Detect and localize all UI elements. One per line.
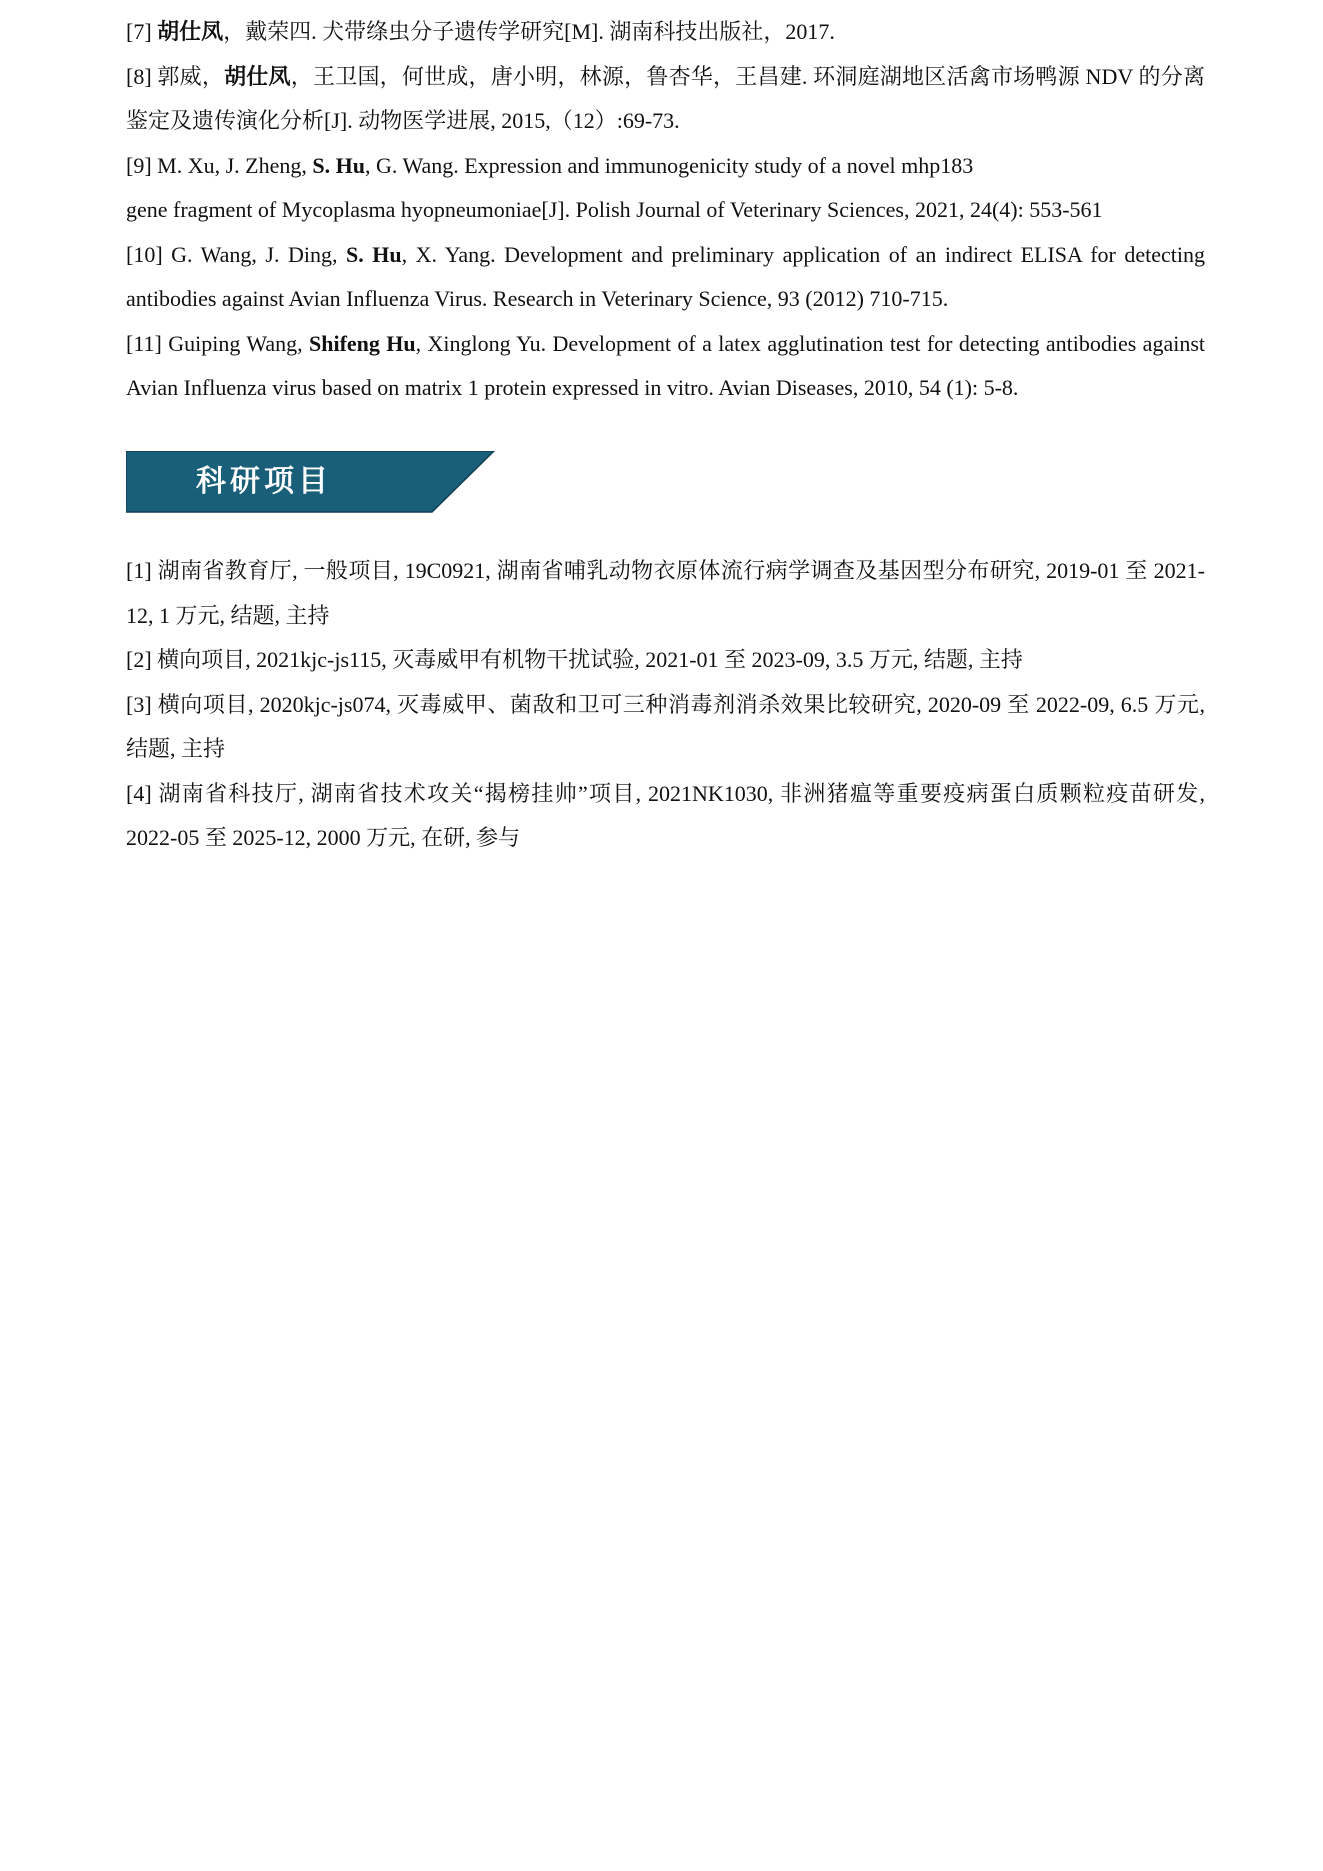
author-highlight: S. Hu bbox=[346, 241, 402, 267]
project-text: 横向项目, 2021kjc-js115, 灭毒威甲有机物干扰试验, 2021-01 至 2023-09, 3.5 万元, 结题, 主持 bbox=[157, 647, 1023, 672]
publication-item bbox=[126, 10, 1205, 55]
citation-text: , Xinglong Yu. Development of a latex agglutination test for detecting antibodies against Avian Influenza virus based on matrix 1 protein expressed in vitro. Avian Diseases, 2010, 54 (1): 5-8. bbox=[126, 330, 1205, 400]
citation-text: 郭威， bbox=[157, 63, 225, 89]
project-text: 湖南省教育厅, 一般项目, 19C0921, 湖南省哺乳动物衣原体流行病学调查及基因型分布研究, 2019-01 至 2021-12, 1 万元, 结题, 主持 bbox=[126, 558, 1205, 628]
item-number: [9] bbox=[126, 152, 152, 178]
author-highlight: S. Hu bbox=[312, 152, 365, 178]
item-number: [8] bbox=[126, 63, 152, 89]
publication-item-continuation bbox=[126, 188, 1205, 233]
section-title: 科研项目 bbox=[196, 464, 332, 499]
item-number: [10] bbox=[126, 241, 163, 267]
project-item bbox=[126, 638, 1205, 683]
publication-item bbox=[126, 233, 1205, 322]
item-number: [3] bbox=[126, 691, 152, 717]
citation-text: gene fragment of Mycoplasma hyopneumoniae[J]. Polish Journal of Veterinary Sciences, 2021, 24(4): 553-561 bbox=[126, 197, 1103, 222]
item-number: [4] bbox=[126, 780, 152, 806]
publication-item bbox=[126, 322, 1205, 411]
citation-text: ，戴荣四. 犬带绦虫分子遗传学研究[M]. 湖南科技出版社，2017. bbox=[223, 19, 835, 44]
section-header-banner bbox=[126, 451, 496, 513]
project-text: 湖南省科技厅, 湖南省技术攻关“揭榜挂帅”项目, 2021NK1030, 非洲猪瘟等重要疫病蛋白质颗粒疫苗研发, 2022-05 至 2025-12, 2000 万元, 在研, 参与 bbox=[126, 780, 1206, 850]
project-item bbox=[126, 683, 1205, 772]
publication-item bbox=[126, 144, 1205, 189]
citation-text: G. Wang, J. Ding, bbox=[171, 241, 347, 267]
author-highlight: 胡仕凤 bbox=[157, 19, 224, 44]
item-number: [1] bbox=[126, 558, 152, 583]
publication-list bbox=[126, 10, 1205, 411]
citation-text: ，王卫国，何世成，唐小明，林源，鲁杏华，王昌建. 环洞庭湖地区活禽市场鸭源 NDV 的分离鉴定及遗传演化分析[J]. 动物医学进展, 2015,（12）:69-73. bbox=[126, 63, 1205, 133]
item-number: [11] bbox=[126, 330, 162, 356]
citation-text: , X. Yang. Development and preliminary application of an indirect ELISA for detecting antibodies against Avian Influenza Virus. Research in Veterinary Science, 93 (2012) 710-715. bbox=[126, 241, 1206, 311]
item-number: [2] bbox=[126, 647, 152, 672]
author-highlight: Shifeng Hu bbox=[308, 330, 416, 356]
citation-text: , G. Wang. Expression and immunogenicity study of a novel mhp183 bbox=[364, 152, 974, 178]
project-text: 横向项目, 2020kjc-js074, 灭毒威甲、菌敌和卫可三种消毒剂消杀效果比较研究, 2020-09 至 2022-09, 6.5 万元, 结题, 主持 bbox=[126, 691, 1205, 761]
project-list bbox=[126, 549, 1205, 861]
citation-text: Guiping Wang, bbox=[168, 330, 309, 356]
item-number: [7] bbox=[126, 19, 152, 44]
citation-text: M. Xu, J. Zheng, bbox=[157, 152, 313, 178]
project-item bbox=[126, 549, 1205, 638]
project-item bbox=[126, 772, 1205, 861]
author-highlight: 胡仕凤 bbox=[224, 63, 291, 89]
publication-item bbox=[126, 55, 1205, 144]
